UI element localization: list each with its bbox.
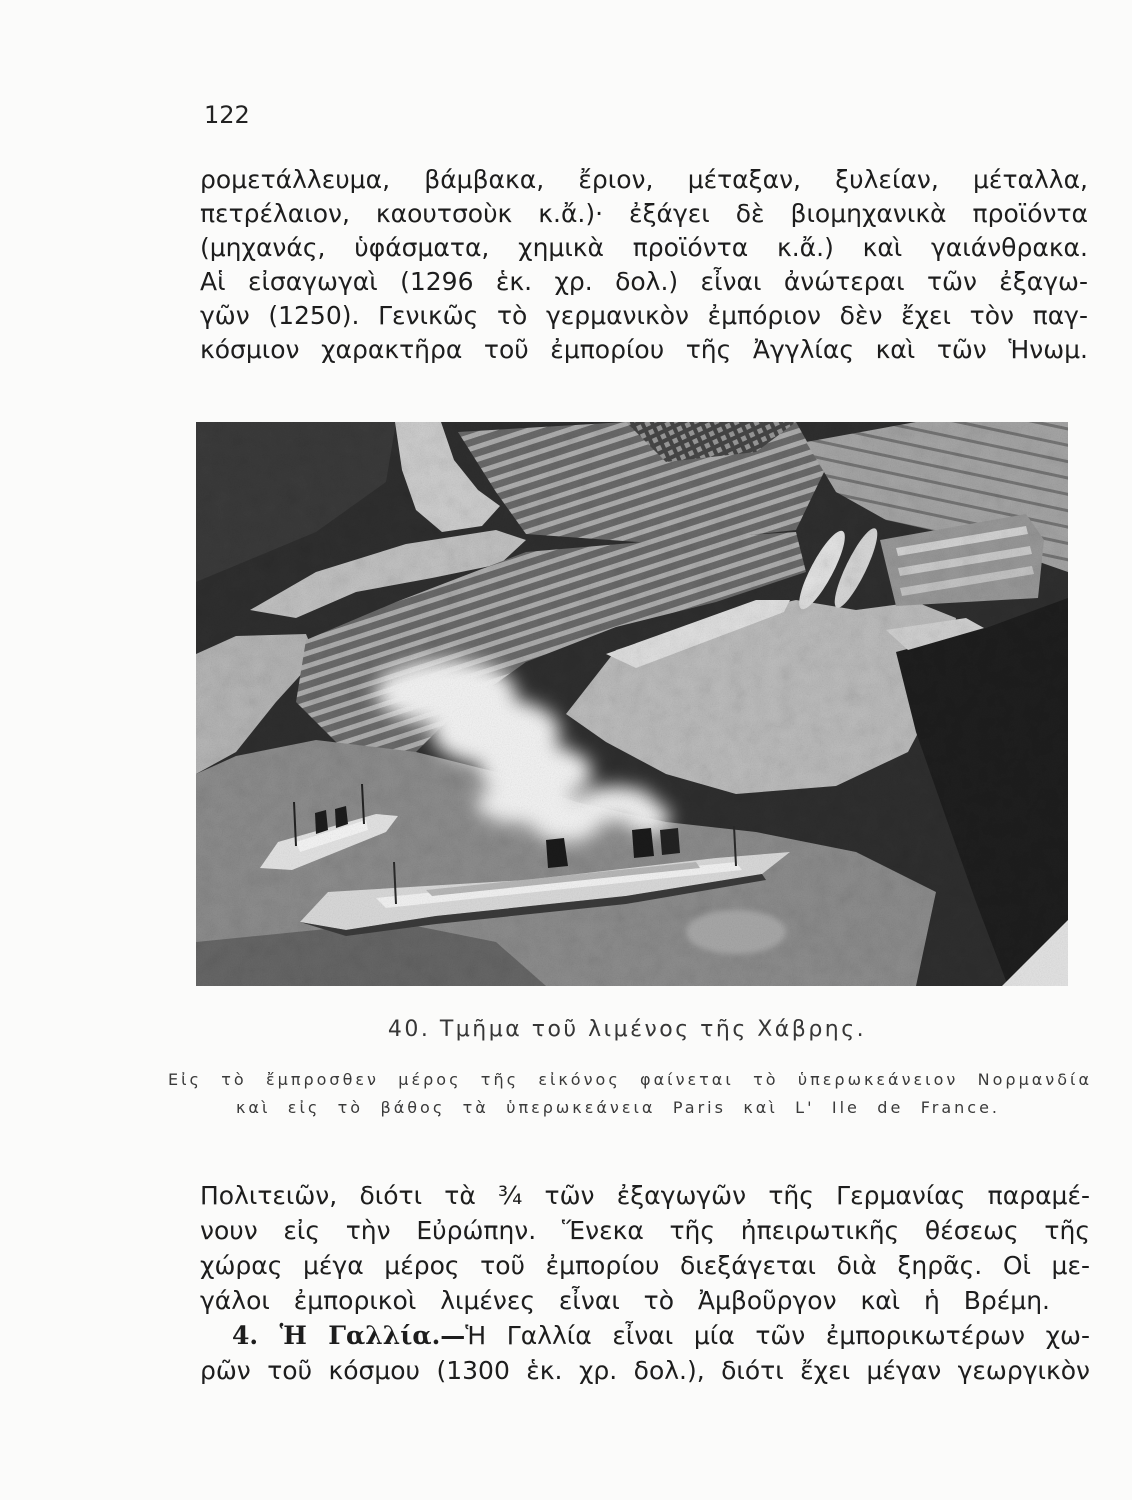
section-heading: 4. Ἡ Γαλλία.— [232,1321,466,1350]
text-line: κόσμιον χαρακτῆρα τοῦ ἐμπορίου τῆς Ἀγγλίας καὶ τῶν Ἡνωμ. [200,335,1088,364]
bottom-paragraph [200,1178,1090,1388]
photo-grain [196,422,1068,986]
figure-description-line: καὶ εἰς τὸ βάθος τὰ ὑπερωκεάνεια Paris καὶ L' Ile de France. [236,1098,1000,1117]
figure-caption: 40. Τμῆμα τοῦ λιμένος τῆς Χάβρης. [387,1017,867,1042]
page-number: 122 [204,101,250,129]
text-line: (μηχανάς, ὑφάσματα, χημικὰ προϊόντα κ.ἄ.) καὶ γαιάνθρακα. [200,233,1088,262]
text-line: πετρέλαιον, καουτσοὺκ κ.ἄ.)· ἐξάγει δὲ βιομηχανικὰ προϊόντα [200,199,1088,228]
text-line: ρῶν τοῦ κόσμου (1300 ἑκ. χρ. δολ.), διότι ἔχει μέγαν γεωργικὸν [200,1356,1090,1385]
section-text: Ἡ Γαλλία εἶναι μία τῶν ἐμπορικωτέρων χω- [465,1321,1090,1350]
harbor-photo [196,422,1068,986]
text-line: γῶν (1250). Γενικῶς τὸ γερμανικὸν ἐμπόριον δὲν ἔχει τὸν παγ- [200,301,1088,330]
text-line: νουν εἰς τὴν Εὐρώπην. Ἕνεκα τῆς ἠπειρωτικῆς θέσεως τῆς [200,1216,1090,1245]
text-line: χώρας μέγα μέρος τοῦ ἐμπορίου διεξάγεται διὰ ξηρᾶς. Οἱ με- [200,1251,1090,1280]
text-line: Αἱ εἰσαγωγαὶ (1296 ἑκ. χρ. δολ.) εἶναι ἀνώτεραι τῶν ἐξαγω- [200,267,1088,296]
section-first-line [200,1318,1090,1353]
top-paragraph [200,163,1088,367]
text-line: ρομετάλλευμα, βάμβακα, ἔριον, μέταξαν, ξυλείαν, μέταλλα, [200,165,1088,194]
text-line: Πολιτειῶν, διότι τὰ ³⁄₄ τῶν ἐξαγωγῶν τῆς Γερμανίας παραμέ- [200,1181,1090,1210]
figure-description-line: Εἰς τὸ ἔμπροσθεν μέρος τῆς εἰκόνος φαίνεται τὸ ὑπερωκεάνειον Νορμανδία [168,1070,1092,1089]
text-line: γάλοι ἐμπορικοὶ λιμένες εἶναι τὸ Ἀμβοῦργον καὶ ἡ Βρέμη. [200,1286,1050,1315]
